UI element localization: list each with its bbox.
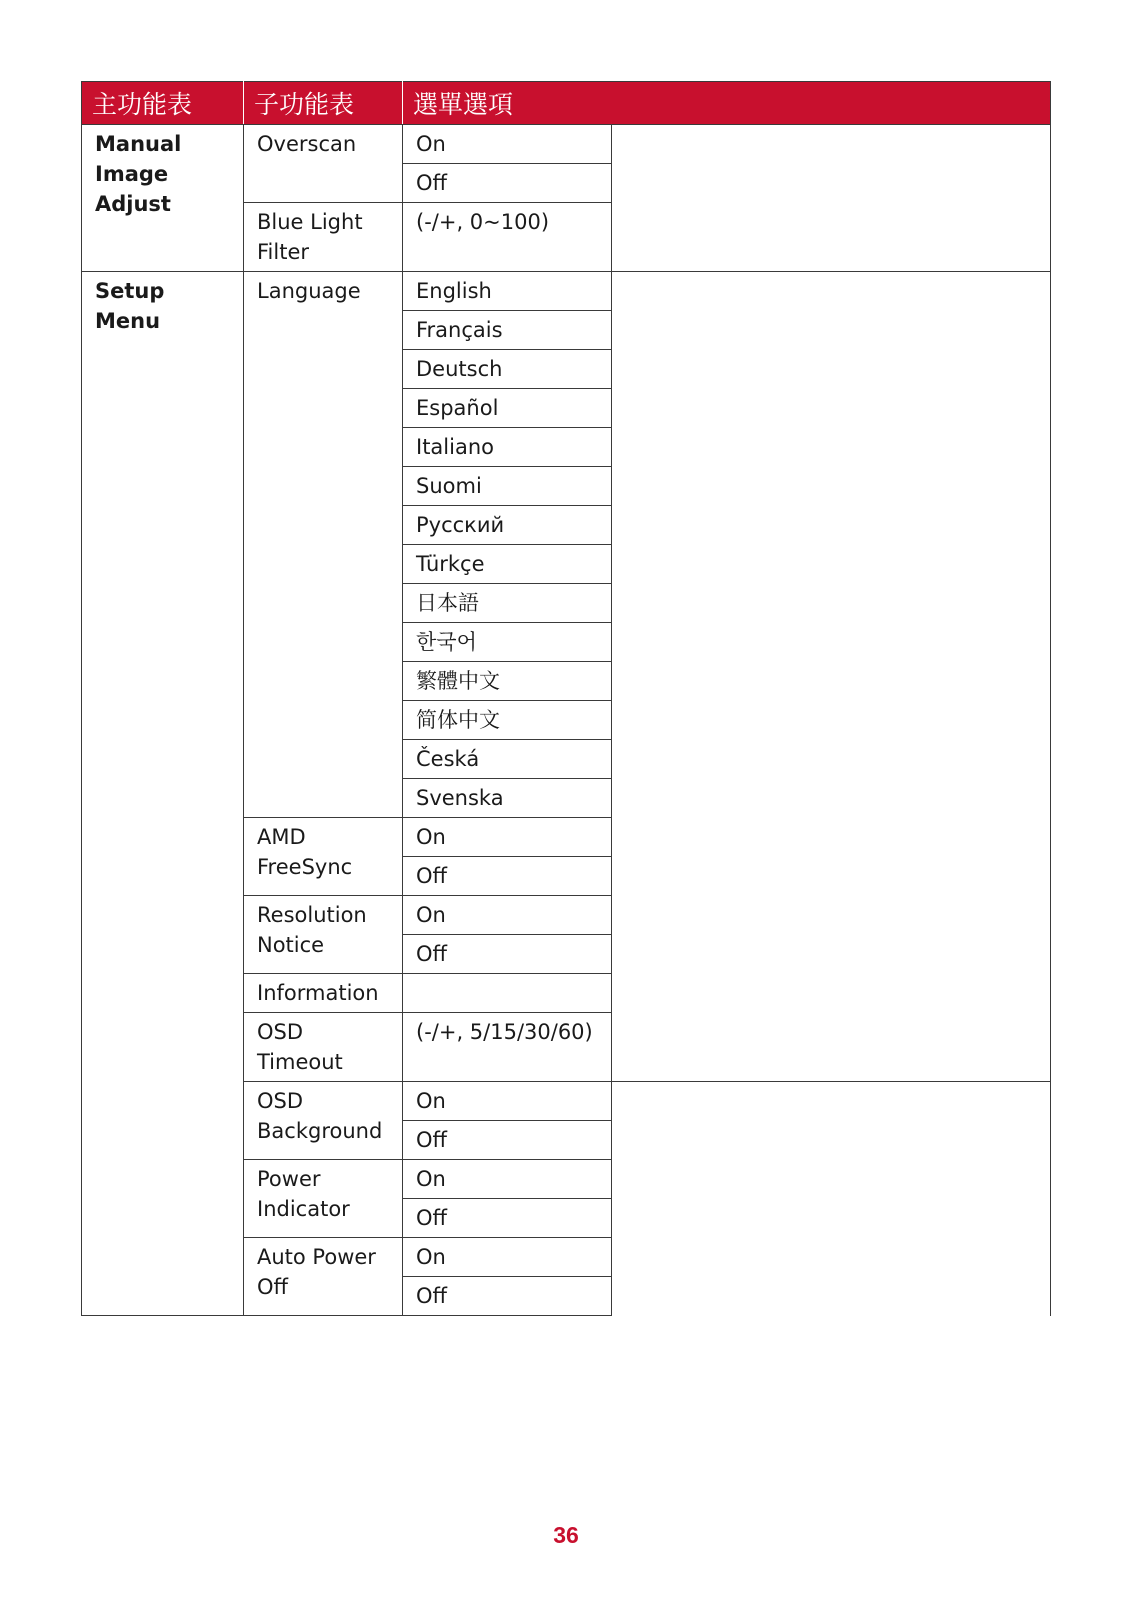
option-language: Italiano bbox=[403, 428, 612, 467]
sub-menu-resolution-notice: Resolution Notice bbox=[244, 896, 403, 974]
page-number: 36 bbox=[553, 1522, 579, 1548]
option-osd-timeout-range: (-/+, 5/15/30/60) bbox=[403, 1013, 612, 1082]
sub-menu-amd-freesync: AMD FreeSync bbox=[244, 818, 403, 896]
option-auto-power-off-off: Off bbox=[403, 1277, 612, 1316]
option-language: 한국어 bbox=[403, 623, 612, 662]
option-language: Français bbox=[403, 311, 612, 350]
option-language: Česká bbox=[403, 740, 612, 779]
option-osd-background-off: Off bbox=[403, 1121, 612, 1160]
option-language: Русский bbox=[403, 506, 612, 545]
table-header-row bbox=[82, 82, 1051, 125]
option-power-indicator-off: Off bbox=[403, 1199, 612, 1238]
sub-menu-overscan: Overscan bbox=[244, 125, 403, 203]
option-freesync-on: On bbox=[403, 818, 612, 857]
sub-menu-information: Information bbox=[244, 974, 403, 1013]
option-language: 简体中文 bbox=[403, 701, 612, 740]
option-language: 繁體中文 bbox=[403, 662, 612, 701]
information-blank-cell bbox=[403, 974, 1051, 1013]
osd-menu-table bbox=[81, 81, 1051, 1316]
option-language: Türkçe bbox=[403, 545, 612, 584]
sub-menu-osd-background: OSD Background bbox=[244, 1082, 403, 1160]
option-freesync-off: Off bbox=[403, 857, 612, 896]
table-row bbox=[82, 125, 1051, 164]
blank-cell bbox=[612, 125, 1051, 272]
option-language: English bbox=[403, 272, 612, 311]
table-row bbox=[82, 272, 1051, 311]
option-auto-power-off-on: On bbox=[403, 1238, 612, 1277]
option-blue-light-range: (-/+, 0~100) bbox=[403, 203, 612, 272]
option-resolution-off: Off bbox=[403, 935, 612, 974]
option-language: Español bbox=[403, 389, 612, 428]
option-osd-background-on: On bbox=[403, 1082, 612, 1121]
sub-menu-power-indicator: Power Indicator bbox=[244, 1160, 403, 1238]
sub-menu-osd-timeout: OSD Timeout bbox=[244, 1013, 403, 1082]
sub-menu-blue-light-filter: Blue Light Filter bbox=[244, 203, 403, 272]
option-overscan-off: Off bbox=[403, 164, 612, 203]
main-menu-setup-menu: Setup Menu bbox=[82, 272, 244, 1316]
option-language: Svenska bbox=[403, 779, 612, 818]
main-menu-manual-image-adjust: Manual Image Adjust bbox=[82, 125, 244, 272]
option-power-indicator-on: On bbox=[403, 1160, 612, 1199]
option-overscan-on: On bbox=[403, 125, 612, 164]
sub-menu-auto-power-off: Auto Power Off bbox=[244, 1238, 403, 1316]
option-language: 日本語 bbox=[403, 584, 612, 623]
header-menu-option: 選單選項 bbox=[403, 82, 1051, 125]
option-language: Suomi bbox=[403, 467, 612, 506]
header-sub-menu: 子功能表 bbox=[244, 82, 403, 125]
option-language: Deutsch bbox=[403, 350, 612, 389]
header-main-menu: 主功能表 bbox=[82, 82, 244, 125]
sub-menu-language: Language bbox=[244, 272, 403, 818]
blank-cell bbox=[612, 272, 1051, 1082]
option-resolution-on: On bbox=[403, 896, 612, 935]
